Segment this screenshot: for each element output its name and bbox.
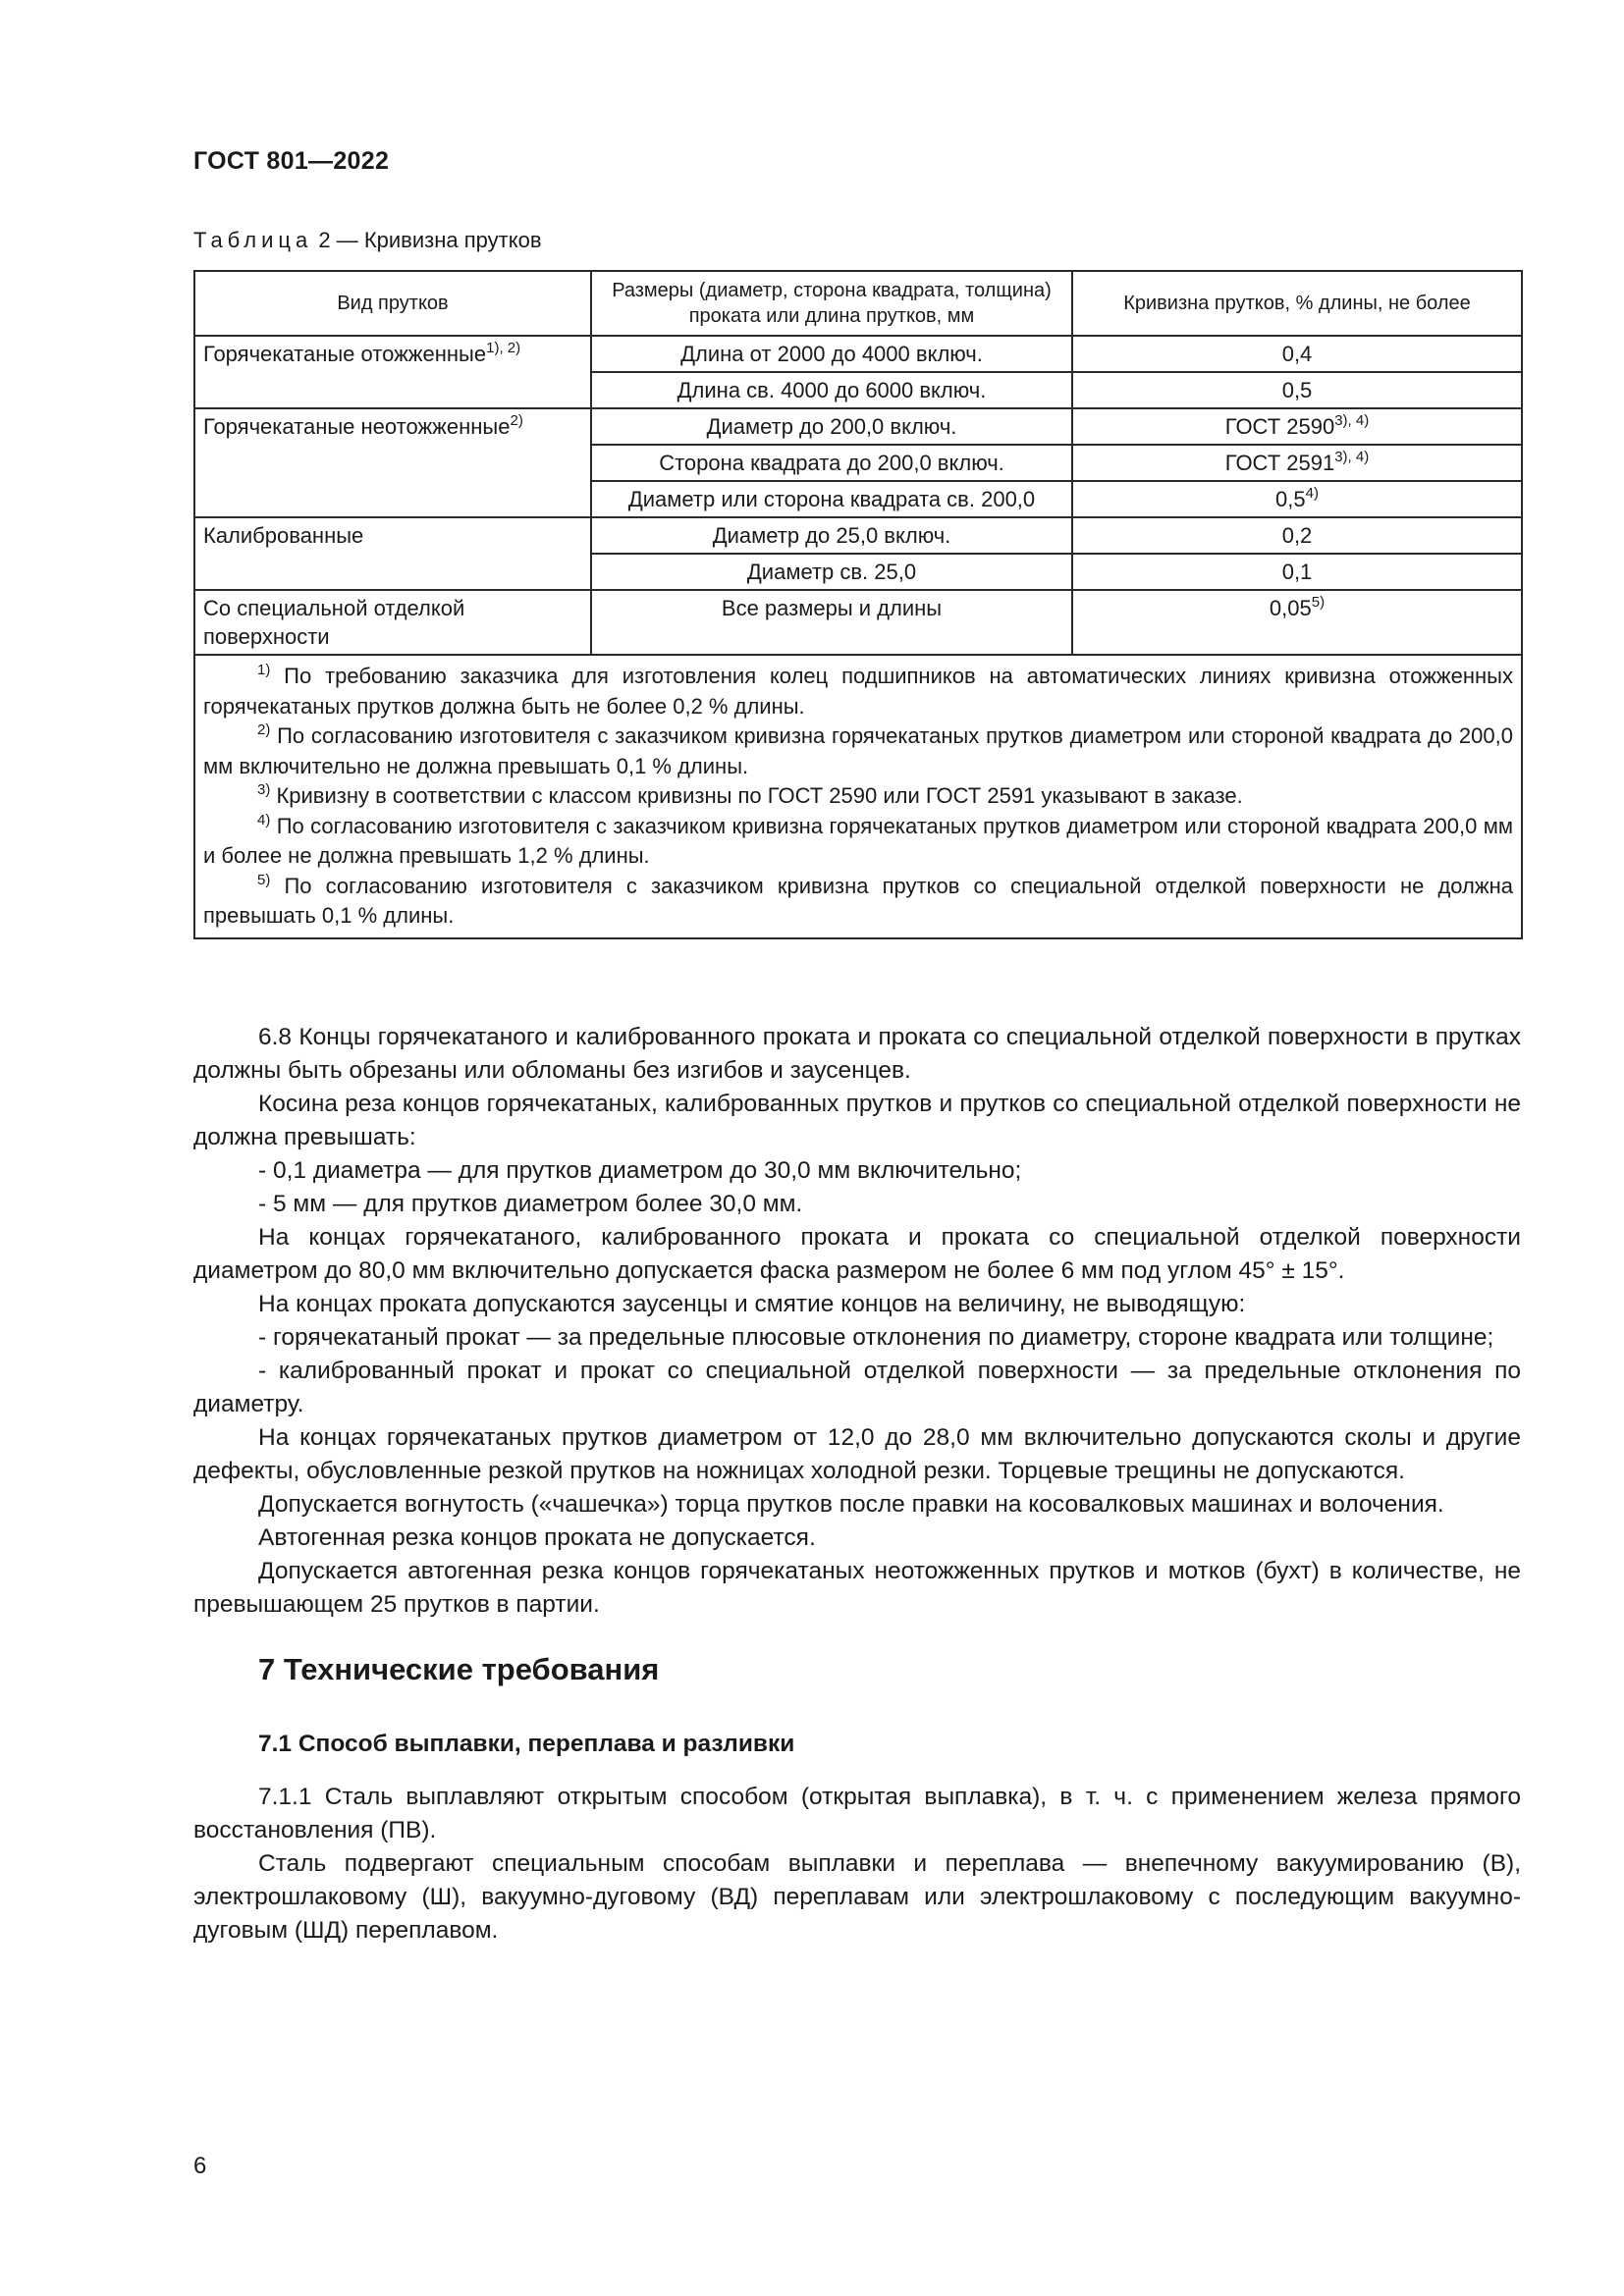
header-curvature: Кривизна прутков, % длины, не более	[1072, 271, 1522, 336]
value-cell: 0,1	[1072, 554, 1522, 590]
size-cell: Длина от 2000 до 4000 включ.	[591, 336, 1072, 372]
list-item: - горячекатаный прокат — за предельные плюсовые отклонения по диаметру, стороне квадрата или толщине;	[258, 1324, 1494, 1351]
kind-cell: Калиброванные	[194, 517, 591, 590]
section-heading: 7 Технические требования	[258, 1652, 660, 1686]
value-cell: 0,2	[1072, 517, 1522, 554]
paragraph: Сталь подвергают специальным способам выплавки и переплава — внепечному вакуумированию (В), электрошлаковому (Ш), вакуумно-дуговому (ВД) переплавам или электрошлаковому с последующим вакуумно-дуговым (ШД) переплавом.	[193, 1850, 1521, 1944]
table-caption	[193, 228, 542, 253]
table-row	[194, 336, 1522, 372]
table-row	[194, 590, 1522, 655]
paragraph: Косина реза концов горячекатаных, калиброванных прутков и прутков со специальной отделкой поверхности не должна превышать:	[193, 1091, 1521, 1150]
document-header: ГОСТ 801—2022	[193, 147, 390, 175]
size-cell: Диаметр или сторона квадрата св. 200,0	[591, 481, 1072, 517]
footnote: $^{2)}$ По согласованию изготовителя с заказчиком кривизна горячекатаных прутков диаметром или стороной квадрата до 200,0 мм включительно не должна превышать 0,1 % длины.	[203, 721, 1513, 778]
table-caption-label: Таблица	[193, 228, 313, 252]
table-footnotes	[194, 655, 1522, 938]
kind-cell: Горячекатаные отожженные$^{1), 2)}$	[194, 336, 591, 408]
footnotes-row	[194, 655, 1522, 938]
value-cell: ГОСТ $2591^{3), 4)}$	[1072, 445, 1522, 481]
paragraph: На концах проката допускаются заусенцы и смятие концов на величину, не выводящую:	[258, 1291, 1246, 1317]
size-cell: Сторона квадрата до 200,0 включ.	[591, 445, 1072, 481]
body-text	[193, 1021, 1521, 1948]
table-caption-title: 2 — Кривизна прутков	[312, 228, 542, 252]
kind-cell: Со специальной отделкой поверхности	[194, 590, 591, 655]
curvature-table	[193, 270, 1523, 939]
paragraph: Допускается автогенная резка концов горячекатаных неотожженных прутков и мотков (бухт) в количестве, не превышающем 25 прутков в партии.	[193, 1558, 1521, 1618]
size-cell: Все размеры и длины	[591, 590, 1072, 655]
value-cell: 0,4	[1072, 336, 1522, 372]
footnote: $^{3)}$ Кривизну в соответствии с классом кривизны по ГОСТ 2590 или ГОСТ 2591 указывают в заказе.	[257, 781, 1243, 808]
paragraph: 6.8 Концы горячекатаного и калиброванного проката и проката со специальной отделкой поверхности в прутках должны быть обрезаны или обломаны без изгибов и заусенцев.	[193, 1024, 1521, 1084]
header-size: Размеры (диаметр, сторона квадрата, толщина) проката или длина прутков, мм	[591, 271, 1072, 336]
list-item: - 5 мм — для прутков диаметром более 30,0 мм.	[258, 1191, 803, 1217]
list-item: - 0,1 диаметра — для прутков диаметром до 30,0 мм включительно;	[258, 1157, 1022, 1184]
paragraph: Допускается вогнутость («чашечка») торца прутков после правки на косовалковых машинах и волочения.	[258, 1491, 1444, 1518]
value-cell: 0,5	[1072, 372, 1522, 408]
footnote: $^{1)}$ По требованию заказчика для изготовления колец подшипников на автоматических линиях кривизна отожженных горячекатаных прутков должна быть не более 0,2 % длины.	[203, 662, 1513, 719]
subsection-heading: 7.1 Способ выплавки, переплава и разливки	[258, 1731, 795, 1757]
footnote: $^{5)}$ По согласованию изготовителя с заказчиком кривизна прутков со специальной отделкой поверхности не должна превышать 0,1 % длины.	[203, 871, 1513, 928]
size-cell: Диаметр до 25,0 включ.	[591, 517, 1072, 554]
value-cell: 0,5$^{4)}$	[1072, 481, 1522, 517]
size-cell: Диаметр св. 25,0	[591, 554, 1072, 590]
value-cell: 0,05$^{5)}$	[1072, 590, 1522, 655]
size-cell: Диаметр до 200,0 включ.	[591, 408, 1072, 445]
paragraph: 7.1.1 Сталь выплавляют открытым способом (открытая выплавка), в т. ч. с применением железа прямого восстановления (ПВ).	[193, 1784, 1521, 1843]
footnote: $^{4)}$ По согласованию изготовителя с заказчиком кривизна горячекатаных прутков диаметром или стороной квадрата 200,0 мм и более не должна превышать 1,2 % длины.	[203, 811, 1513, 868]
list-item: - калиброванный прокат и прокат со специальной отделкой поверхности — за предельные отклонения по диаметру.	[193, 1358, 1521, 1417]
kind-cell: Горячекатаные неотожженные$^{2)}$	[194, 408, 591, 517]
paragraph: На концах горячекатаного, калиброванного проката и проката со специальной отделкой поверхности диаметром до 80,0 мм включительно допускается фаска размером не более 6 мм под углом 45° ± 15°.	[193, 1224, 1521, 1284]
table-header-row	[194, 271, 1522, 336]
paragraph: Автогенная резка концов проката не допускается.	[258, 1524, 816, 1551]
size-cell: Длина св. 4000 до 6000 включ.	[591, 372, 1072, 408]
table-row	[194, 408, 1522, 445]
header-kind: Вид прутков	[194, 271, 591, 336]
value-cell: ГОСТ $2590^{3), 4)}$	[1072, 408, 1522, 445]
table-row	[194, 517, 1522, 554]
page-number: 6	[193, 2153, 207, 2179]
paragraph: На концах горячекатаных прутков диаметром от 12,0 до 28,0 мм включительно допускаются сколы и другие дефекты, обусловленные резкой прутков на ножницах холодной резки. Торцевые трещины не допускаются.	[193, 1424, 1521, 1484]
